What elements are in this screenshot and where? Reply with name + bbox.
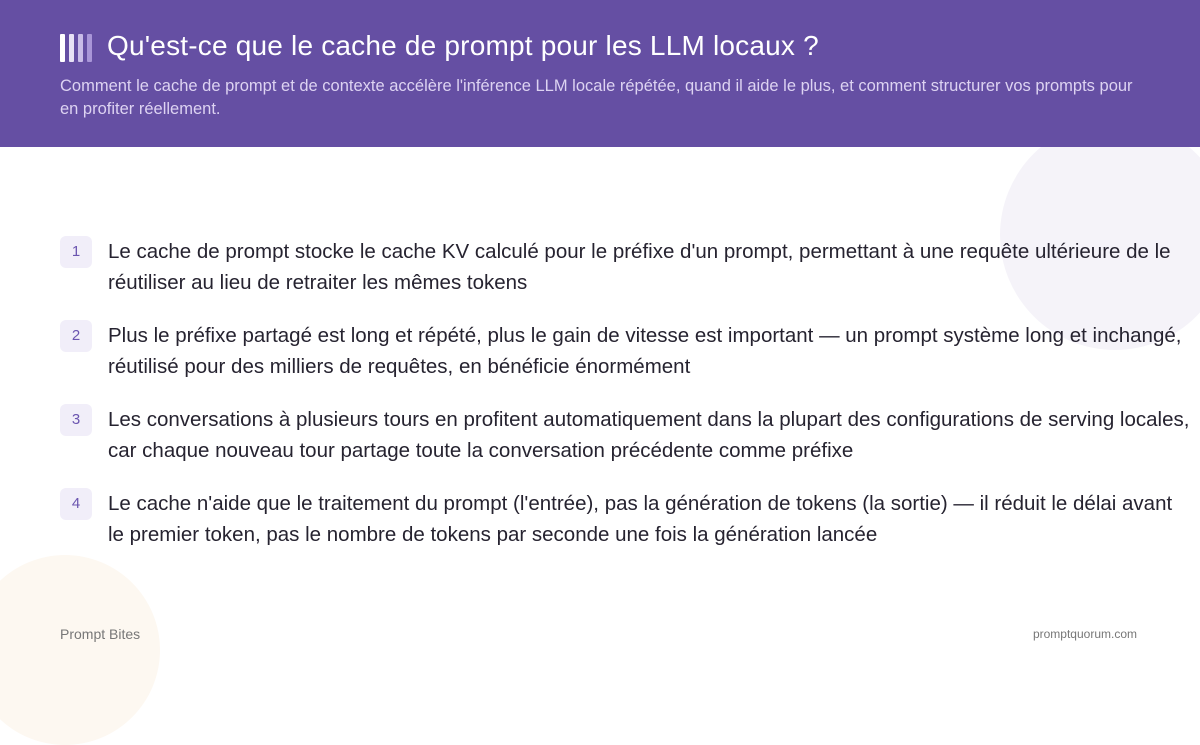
decorative-circle-bottom-left xyxy=(0,555,160,745)
bullet-item xyxy=(60,236,1190,320)
header-banner xyxy=(0,0,1200,147)
bullet-number-badge: 3 xyxy=(60,404,92,436)
footer-site-link[interactable]: promptquorum.com xyxy=(1032,627,1137,641)
bullet-list xyxy=(60,236,1190,572)
bullet-text: Plus le préfixe partagé est long et répété, plus le gain de vitesse est important — un prompt système long et inchangé, réutilisé pour des milliers de requêtes, en bénéficie énormément xyxy=(108,324,1182,378)
bullet-number-badge: 1 xyxy=(60,236,92,268)
bullet-text: Les conversations à plusieurs tours en profitent automatiquement dans la plupart des configurations de serving locales, car chaque nouveau tour partage toute la conversation précédente comme préfixe xyxy=(108,408,1190,462)
bullet-number-badge: 2 xyxy=(60,320,92,352)
bullet-text: Le cache de prompt stocke le cache KV calculé pour le préfixe d'un prompt, permettant à une requête ultérieure de le réutiliser au lieu de retraiter les mêmes tokens xyxy=(108,240,1171,294)
bullet-item xyxy=(60,488,1190,572)
bullet-item xyxy=(60,404,1190,488)
page-title: Qu'est-ce que le cache de prompt pour les LLM locaux ? xyxy=(107,30,819,61)
page-subtitle: Comment le cache de prompt et de contexte accélère l'inférence LLM locale répétée, quand il aide le plus, et comment structurer vos prompts pour en profiter réellement. xyxy=(60,77,1133,118)
vertical-bars-icon xyxy=(60,34,94,62)
bullet-text: Le cache n'aide que le traitement du prompt (l'entrée), pas la génération de tokens (la sortie) — il réduit le délai avant le premier token, pas le nombre de tokens par seconde une fois la génération lancée xyxy=(108,492,1173,546)
footer-brand: Prompt Bites xyxy=(60,626,141,642)
bullet-item xyxy=(60,320,1190,404)
bullet-number-badge: 4 xyxy=(60,488,92,520)
